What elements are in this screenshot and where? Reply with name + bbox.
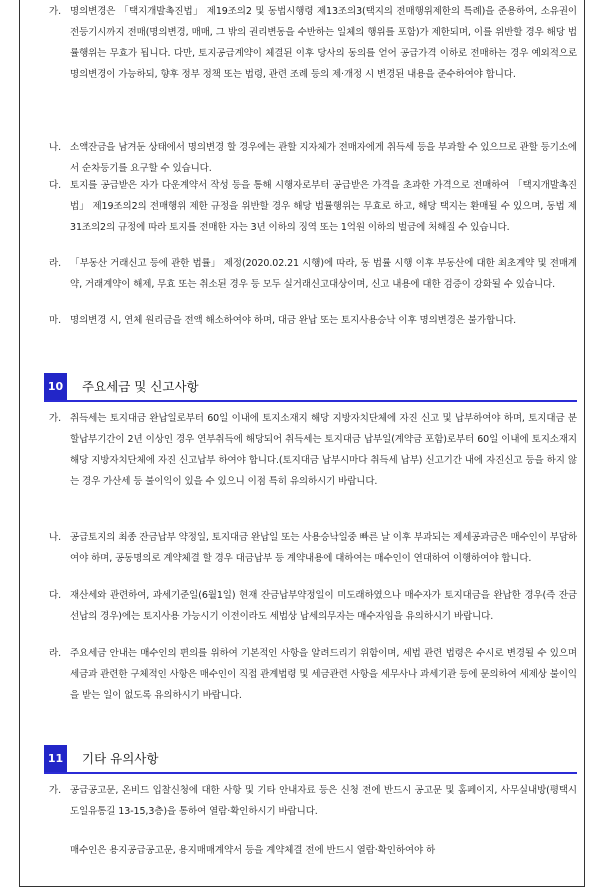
item-marker: 다. [49,590,61,601]
item-marker: 나. [49,532,61,543]
list-item [49,1,577,122]
section-header [44,745,577,774]
section-title: 기타 유의사항 [82,751,159,766]
item-text: 재산세와 관련하여, 과세기준일(6월1일) 현재 잔금납부약정일이 미도래하였으나 매수자가 토지대금을 완납한 경우(즉 잔금선납의 경우)에는 토지사용 가능시기 이전이라도 세법상 납세의무자는 매수자임을 유의하시기 바랍니다. [70,590,577,622]
item-text: 주요세금 안내는 매수인의 편의를 위하여 기본적인 사항을 알려드리기 위함이며, 세법 관련 법령은 수시로 변경될 수 있으며 세금과 관련한 구체적인 사항은 매수인이 직접 관계법령 및 세금관련 사항을 세무사나 과세기관 등에 문의하여 세제상 불이익을 받는 일이 없도록 유의하시기 바랍니다. [70,648,577,701]
item-marker: 라. [49,258,61,269]
item-marker: 가. [49,413,61,424]
item-marker: 다. [49,180,61,191]
item-marker: 나. [49,142,61,153]
continuation-paragraph: 매수인은 용지공급공고문, 용지매매계약서 등을 계약체결 전에 반드시 열람·확인하여야 하 [70,845,436,856]
item-text: 명의변경은 「택지개발촉진법」 제19조의2 및 동법시행령 제13조의3(택지의 전매행위제한의 특례)을 준용하여, 소유권이전등기시까지 전매(명의변경, 매매, 그 밖의 권리변동을 수반하는 일체의 행위를 포함)가 제한되며, 이를 위반할 경우 해당 법률행위는 무효가 됩니다. 다만, 토지공급계약이 체결된 이후 당사의 동의를 얻어 공급가격 이하로 전매하는 경우 예외적으로 명의변경이 가능하되, 향후 정부 정책 또는 법령, 관련 조례 등의 제·개정 시 변경된 내용을 준수하여야 합니다. [70,6,577,80]
list-item [49,310,577,352]
item-text: 취득세는 토지대금 완납일로부터 60일 이내에 토지소재지 해당 지방자치단체에 자진 신고 및 납부하여야 하며, 토지대금 분할납부기간이 2년 이상인 경우 연부취득에 해당되어 취득세는 토지대금 납부일(계약금 포함)로부터 60일 이내에 토지소재지 해당 지방자치단체에 자진 신고납부 하여야 합니다.(토지대금 납부시마다 취득세 납부) 신고기간 내에 자진신고 등을 하지 않는 경우 가산세 등 불이익이 있을 수 있으니 이점 특히 유의하시기 바랍니다. [70,413,577,487]
list-item [49,643,577,725]
item-marker: 라. [49,648,61,659]
item-marker: 마. [49,315,61,326]
item-text: 공급토지의 최종 잔금납부 약정일, 토지대금 완납일 또는 사용승낙일중 빠른 날 이후 부과되는 제세공과금은 매수인이 부담하여야 하며, 공동명의로 계약체결 할 경우 대금납부 등 계약내용에 대하여는 매수인이 연대하여 이행하여야 합니다. [70,532,577,564]
list-item [49,408,577,518]
section-number-badge: 11 [44,745,67,772]
item-text: 소액잔금을 남겨둔 상태에서 명의변경 할 경우에는 관할 지자체가 전매자에게 취득세 등을 부과할 수 있으므로 관할 등기소에서 순차등기를 요구할 수 있습니다. [70,142,577,174]
list-item [49,175,577,255]
list-item [49,137,577,173]
list-item [49,585,577,645]
item-text: 「부동산 거래신고 등에 관한 법률」 제정(2020.02.21 시행)에 따라, 동 법률 시행 이후 부동산에 대한 최초계약 및 전매계약, 거래계약이 해제, 무효 또는 취소된 경우 등 모두 실거래신고대상이며, 신고 내용에 대한 검증이 강화될 수 있습니다. [70,258,577,290]
list-item [49,253,577,316]
item-text: 토지를 공급받은 자가 다운계약서 작성 등을 통해 시행자로부터 공급받은 가격을 초과한 가격으로 전매하여 「택지개발촉진법」 제19조의2의 전매행위 제한 규정을 위반할 경우 해당 법률행위는 무효로 하고, 해당 택지는 환매될 수 있으며, 동법 제31조의2의 규정에 따라 토지를 전매한 자는 3년 이하의 징역 또는 1억원 이하의 벌금에 처해질 수 있습니다. [70,180,577,233]
item-marker: 가. [49,6,61,17]
list-item [49,780,577,842]
item-text: 명의변경 시, 연체 원리금을 전액 해소하여야 하며, 대금 완납 또는 토지사용승낙 이후 명의변경은 불가합니다. [70,315,517,326]
item-text: 공급공고문, 온비드 입찰신청에 대한 사항 및 기타 안내자료 등은 신청 전에 반드시 공고문 및 홈페이지, 사무실내방(평택시 도일유통길 13-15,3층)을 통하여 열람·확인하시기 바랍니다. [70,785,577,817]
section-title: 주요세금 및 신고사항 [82,379,199,394]
list-item [49,527,577,587]
section-number-badge: 10 [44,373,67,400]
section-header [44,373,577,402]
item-marker: 가. [49,785,61,796]
